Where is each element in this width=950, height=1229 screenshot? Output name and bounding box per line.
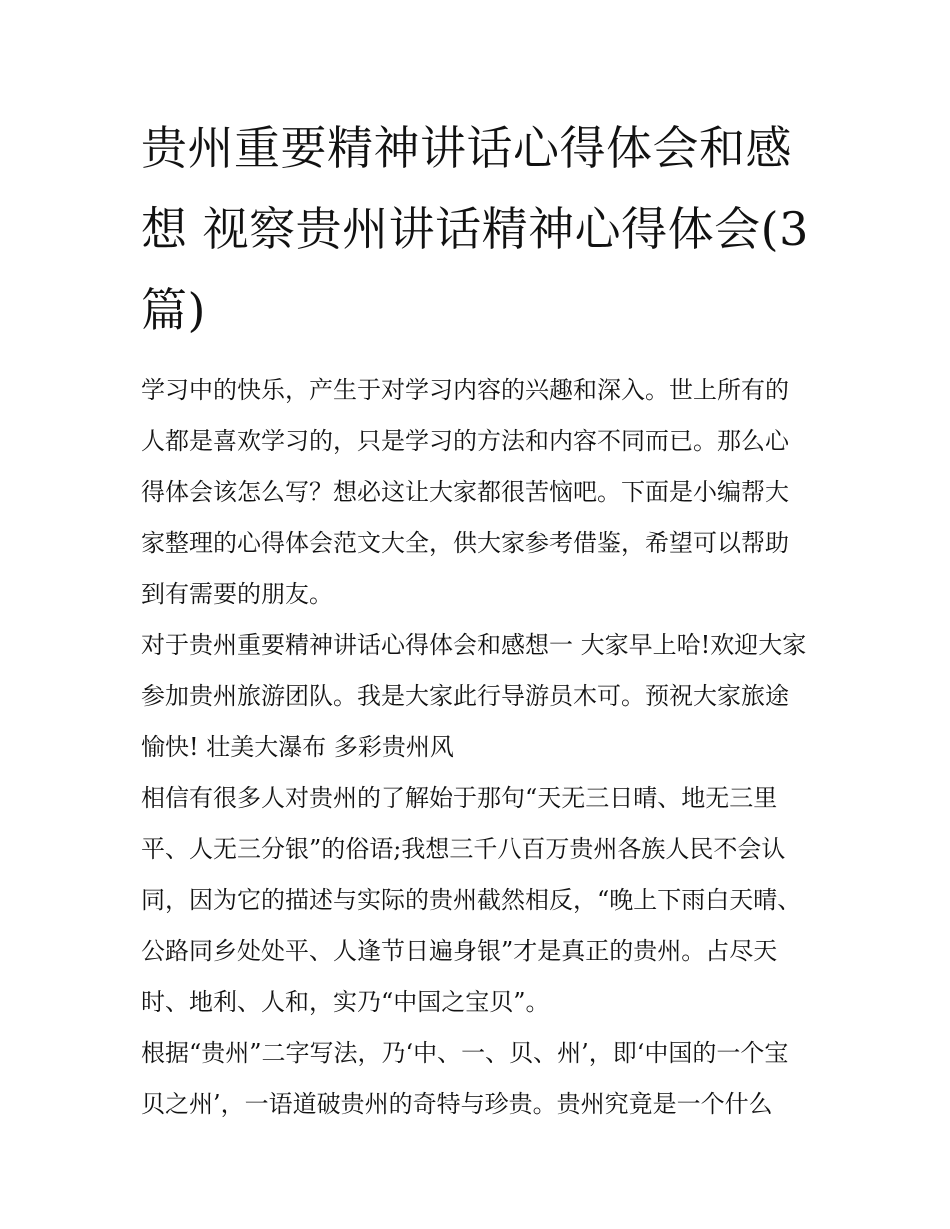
paragraph-name-origin: 根据“贵州”二字写法，乃‘中、一、贝、州’，即‘中国的一个宝贝之州’，一语道破贵州的奇特与珍贵。贵州究竟是一个什么 [141,1039,789,1118]
paragraph-welcome: 对于贵州重要精神讲话心得体会和感想一 大家早上哈!欢迎大家参加贵州旅游团队。我是大家此行导游员木可。预祝大家旅途愉快! 壮美大瀑布 多彩贵州风 [141,631,807,761]
paragraph-intro: 学习中的快乐，产生于对学习内容的兴趣和深入。世上所有的人都是喜欢学习的，只是学习的方法和内容不同而已。那么心得体会该怎么写？想必这让大家都很苦恼吧。下面是小编帮大家整理的心得体会范文大全，供大家参考借鉴，希望可以帮助到有需要的朋友。 [141,376,789,608]
document-title: 贵州重要精神讲话心得体会和感想 视察贵州讲话精神心得体会(3篇) [141,121,809,337]
paragraph-saying: 相信有很多人对贵州的了解始于那句“天无三日晴、地无三里平、人无三分银”的俗语;我想三千八百万贵州各族人民不会认同，因为它的描述与实际的贵州截然相反，“晚上下雨白天晴、公路同乡处处平、人逢节日遍身银”才是真正的贵州。占尽天时、地利、人和，实乃“中国之宝贝”。 [141,784,802,1016]
document-body [141,365,811,1130]
document-page [141,108,811,1130]
